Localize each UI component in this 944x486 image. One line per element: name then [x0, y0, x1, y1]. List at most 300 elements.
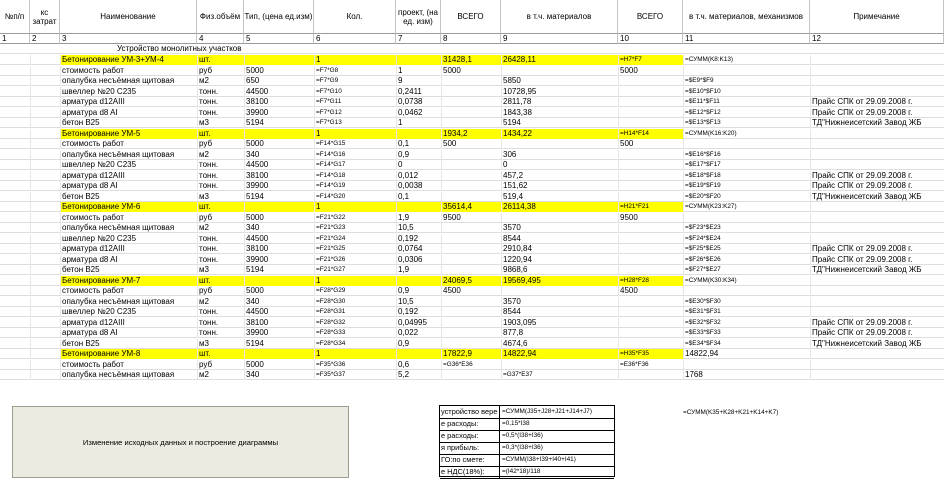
cell-9[interactable]: 5850	[503, 76, 521, 85]
cell-3[interactable]: швеллер №20 С235	[62, 87, 137, 96]
cell-12[interactable]	[811, 370, 812, 380]
cell-3[interactable]: опалубка несъёмная щитовая	[62, 370, 175, 379]
cell-9[interactable]: 26428,11	[503, 55, 536, 64]
cell-2[interactable]	[31, 202, 32, 212]
cell-9[interactable]: =G37*E37	[503, 371, 533, 378]
column-number-12[interactable]: 12	[810, 34, 944, 44]
cell-12[interactable]: ТД"Нижнеисетский Завод ЖБ	[812, 118, 922, 127]
cell-5[interactable]: 5000	[246, 66, 264, 75]
cell-8[interactable]	[442, 265, 443, 275]
cell-10[interactable]	[619, 255, 620, 265]
cell-11[interactable]: =$E16*$F16	[685, 151, 721, 158]
summary-label[interactable]: е расходы:	[441, 419, 479, 428]
cell-8[interactable]	[442, 255, 443, 265]
cell-10[interactable]: =H14*F14	[620, 130, 649, 137]
cell-8[interactable]: 5000	[443, 66, 461, 75]
cell-12[interactable]: Прайс СПК от 29.09.2008 г.	[812, 318, 913, 327]
cell-5[interactable]	[245, 349, 246, 359]
cell-8[interactable]: 9500	[443, 213, 461, 222]
cell-4[interactable]: тонн.	[199, 108, 219, 117]
cell-12[interactable]	[811, 202, 812, 212]
cell-11[interactable]	[684, 360, 685, 370]
cell-7[interactable]	[397, 129, 398, 139]
cell-11[interactable]: =$E17*$F17	[685, 161, 721, 168]
cell-4[interactable]: тонн.	[199, 255, 219, 264]
cell-1[interactable]	[1, 360, 2, 370]
cell-2[interactable]	[31, 118, 32, 128]
cell-3[interactable]: стоимость работ	[62, 213, 124, 222]
cell-8[interactable]	[442, 150, 443, 160]
cell-9[interactable]: 1220,94	[503, 255, 532, 264]
cell-1[interactable]	[1, 286, 2, 296]
cell-10[interactable]: =H28*F28	[620, 277, 649, 284]
cell-6[interactable]: =F7*G13	[316, 119, 342, 126]
cell-5[interactable]: 5194	[246, 118, 264, 127]
cell-6[interactable]: =F14*G16	[316, 151, 346, 158]
cell-7[interactable]	[397, 55, 398, 65]
cell-9[interactable]: 19569,495	[503, 276, 541, 285]
column-header-1[interactable]: №п/п	[0, 0, 30, 34]
cell-7[interactable]: 0,0764	[398, 244, 423, 253]
column-header-10[interactable]: ВСЕГО	[618, 0, 683, 34]
cell-2[interactable]	[31, 307, 32, 317]
cell-12[interactable]	[811, 213, 812, 223]
cell-11[interactable]: =$F25*$E25	[685, 245, 721, 252]
cell-2[interactable]	[31, 108, 32, 118]
cell-11[interactable]: =$E20*$F20	[685, 193, 721, 200]
cell-5[interactable]: 38100	[246, 97, 269, 106]
cell-1[interactable]	[1, 276, 2, 286]
column-header-2[interactable]: кс затрат	[30, 0, 60, 34]
cell-9[interactable]	[502, 213, 503, 223]
cell-2[interactable]	[31, 76, 32, 86]
cell-10[interactable]: =E36*F36	[620, 361, 649, 368]
cell-1[interactable]	[1, 55, 2, 65]
cell-3[interactable]: швеллер №20 С235	[62, 307, 137, 316]
cell-10[interactable]	[619, 118, 620, 128]
cell-1[interactable]	[1, 255, 2, 265]
cell-6[interactable]: =F14*G17	[316, 161, 346, 168]
cell-9[interactable]: 1434,22	[503, 129, 532, 138]
column-header-4[interactable]: Физ.объём	[197, 0, 244, 34]
cell-5[interactable]: 44500	[246, 307, 269, 316]
cell-10[interactable]: =H35*F35	[620, 350, 649, 357]
cell-4[interactable]: м3	[199, 192, 209, 201]
summary-value[interactable]: =СУММ(I38+I39+I40+I41)	[499, 454, 576, 466]
cell-1[interactable]	[1, 171, 2, 181]
cell-1[interactable]	[1, 108, 2, 118]
cell-11[interactable]: =$E10*$F10	[685, 88, 721, 95]
cell-8[interactable]	[442, 108, 443, 118]
cell-1[interactable]	[1, 223, 2, 233]
cell-2[interactable]	[31, 171, 32, 181]
cell-12[interactable]: Прайс СПК от 29.09.2008 г.	[812, 97, 913, 106]
cell-7[interactable]: 10,5	[398, 297, 414, 306]
cell-9[interactable]: 26114,38	[503, 202, 536, 211]
column-number-11[interactable]: 11	[683, 34, 810, 44]
column-header-5[interactable]: Тип, (цена ед.изм)	[244, 0, 314, 34]
cell-7[interactable]: 1	[398, 66, 403, 75]
cell-11[interactable]: =СУММ(K8:K13)	[685, 56, 734, 63]
cell-8[interactable]	[442, 328, 443, 338]
cell-12[interactable]	[811, 150, 812, 160]
cell-12[interactable]	[811, 297, 812, 307]
cell-6[interactable]: 1	[316, 276, 321, 285]
cell-11[interactable]	[684, 66, 685, 76]
cell-1[interactable]	[1, 97, 2, 107]
cell-1[interactable]	[1, 339, 2, 349]
cell-8[interactable]: 4500	[443, 286, 461, 295]
cell-9[interactable]: 10728,95	[503, 87, 537, 96]
cell-9[interactable]	[502, 286, 503, 296]
cell-7[interactable]: 0,0038	[398, 181, 423, 190]
cell-4[interactable]: м2	[199, 150, 209, 159]
cell-10[interactable]	[619, 87, 620, 97]
cell-11[interactable]: =$E19*$F19	[685, 182, 721, 189]
cell-6[interactable]: =F14*G18	[316, 172, 346, 179]
cell-2[interactable]	[31, 286, 32, 296]
cell-12[interactable]	[811, 55, 812, 65]
cell-4[interactable]: руб	[199, 213, 213, 222]
cell-10[interactable]	[619, 171, 620, 181]
cell-4[interactable]: тонн.	[199, 97, 219, 106]
summary-value[interactable]: =0,3*(I38+I36)	[499, 442, 543, 454]
cell-8[interactable]: 500	[443, 139, 457, 148]
column-number-4[interactable]: 4	[197, 34, 244, 44]
cell-3[interactable]: стоимость работ	[62, 139, 124, 148]
cell-2[interactable]	[31, 276, 32, 286]
cell-2[interactable]	[31, 297, 32, 307]
cell-1[interactable]	[1, 265, 2, 275]
cell-3[interactable]: стоимость работ	[62, 66, 124, 75]
summary-label[interactable]: ГО:по смете:	[441, 455, 485, 464]
cell-7[interactable]: 0,04995	[398, 318, 427, 327]
cell-10[interactable]	[619, 297, 620, 307]
cell-10[interactable]: 500	[620, 139, 634, 148]
cell-7[interactable]: 0,9	[398, 150, 410, 159]
cell-6[interactable]: =F14*G15	[316, 140, 346, 147]
column-number-3[interactable]: 3	[60, 34, 197, 44]
cell-1[interactable]	[1, 76, 2, 86]
cell-11[interactable]: =$E13*$F13	[685, 119, 721, 126]
cell-2[interactable]	[31, 129, 32, 139]
cell-9[interactable]: 1903,095	[503, 318, 537, 327]
cell-3[interactable]: стоимость работ	[62, 286, 124, 295]
cell-12[interactable]	[811, 223, 812, 233]
cell-6[interactable]: 1	[316, 202, 321, 211]
cell-10[interactable]	[619, 160, 620, 170]
cell-10[interactable]: =H7*F7	[620, 56, 642, 63]
cell-3[interactable]: арматура d12AIII	[62, 97, 125, 106]
cell-5[interactable]	[245, 202, 246, 212]
cell-5[interactable]	[245, 276, 246, 286]
cell-1[interactable]	[1, 234, 2, 244]
cell-9[interactable]: 151,62	[503, 181, 528, 190]
cell-1[interactable]	[1, 328, 2, 338]
cell-4[interactable]: руб	[199, 66, 213, 75]
cell-11[interactable]: =$E33*$F33	[685, 329, 721, 336]
cell-3[interactable]: Бетонирование УМ-3+УМ-4	[62, 55, 164, 64]
cell-11[interactable]: =$E18*$F18	[685, 172, 721, 179]
cell-4[interactable]: шт.	[199, 202, 211, 211]
cell-1[interactable]	[1, 66, 2, 76]
cell-9[interactable]: 3570	[503, 223, 521, 232]
cell-2[interactable]	[31, 160, 32, 170]
cell-4[interactable]: м2	[199, 297, 209, 306]
cell-8[interactable]	[442, 181, 443, 191]
cell-4[interactable]: тонн.	[199, 234, 219, 243]
cell-11[interactable]: =$F24*$E24	[685, 235, 721, 242]
cell-1[interactable]	[1, 307, 2, 317]
cell-4[interactable]: м3	[199, 339, 209, 348]
cell-12[interactable]: ТД"Нижнеисетский Завод ЖБ	[812, 339, 922, 348]
cell-6[interactable]: =F28*G32	[316, 319, 346, 326]
cell-9[interactable]: 8544	[503, 307, 521, 316]
cell-8[interactable]	[442, 297, 443, 307]
cell-2[interactable]	[31, 328, 32, 338]
cell-5[interactable]	[245, 55, 246, 65]
cell-7[interactable]: 0,1	[398, 139, 410, 148]
cell-12[interactable]	[811, 360, 812, 370]
cell-10[interactable]	[619, 76, 620, 86]
cell-5[interactable]	[245, 129, 246, 139]
cell-7[interactable]: 1	[398, 118, 403, 127]
column-header-3[interactable]: Наименование	[60, 0, 197, 34]
cell-3[interactable]: бетон В25	[62, 265, 100, 274]
cell-2[interactable]	[31, 349, 32, 359]
column-number-10[interactable]: 10	[618, 34, 683, 44]
cell-5[interactable]: 39900	[246, 255, 269, 264]
summary-value[interactable]: =(I42*18)/118	[499, 466, 540, 478]
summary-value[interactable]: =СУММ(J35+J28+J21+J14+J7)	[499, 406, 592, 418]
column-header-6[interactable]: Кол.	[314, 0, 396, 34]
cell-6[interactable]: =F7*G11	[316, 98, 342, 105]
cell-5[interactable]: 5194	[246, 339, 264, 348]
column-header-8[interactable]: ВСЕГО	[441, 0, 501, 34]
cell-10[interactable]	[619, 223, 620, 233]
cell-8[interactable]: 24069,5	[443, 276, 472, 285]
cell-2[interactable]	[31, 265, 32, 275]
cell-6[interactable]: =F35*G37	[316, 371, 346, 378]
column-number-2[interactable]: 2	[30, 34, 60, 44]
cell-3[interactable]: опалубка несъёмная щитовая	[62, 223, 175, 232]
cell-6[interactable]: =F7*G12	[316, 109, 342, 116]
cell-8[interactable]	[442, 97, 443, 107]
cell-3[interactable]: стоимость работ	[62, 360, 124, 369]
column-number-1[interactable]: 1	[0, 34, 30, 44]
cell-9[interactable]: 5194	[503, 118, 521, 127]
cell-7[interactable]: 0,0462	[398, 108, 423, 117]
cell-12[interactable]	[811, 286, 812, 296]
cell-6[interactable]: 1	[316, 55, 321, 64]
cell-11[interactable]: 14822,94	[685, 349, 719, 358]
cell-1[interactable]	[1, 129, 2, 139]
cell-6[interactable]: =F21*G22	[316, 214, 346, 221]
cell-4[interactable]: руб	[199, 286, 213, 295]
cell-6[interactable]: =F21*G24	[316, 235, 346, 242]
cell-5[interactable]: 38100	[246, 171, 269, 180]
cell-2[interactable]	[31, 318, 32, 328]
cell-7[interactable]: 0,0738	[398, 97, 423, 106]
cell-9[interactable]: 9868,6	[503, 265, 528, 274]
cell-4[interactable]: тонн.	[199, 87, 219, 96]
summary-label[interactable]: я прибыль:	[441, 443, 480, 452]
cell-9[interactable]: 3570	[503, 297, 521, 306]
cell-1[interactable]	[1, 318, 2, 328]
cell-3[interactable]: опалубка несъёмная щитовая	[62, 76, 175, 85]
column-number-9[interactable]: 9	[501, 34, 618, 44]
cell-12[interactable]: ТД"Нижнеисетский Завод ЖБ	[812, 265, 922, 274]
cell-2[interactable]	[31, 181, 32, 191]
cell-2[interactable]	[31, 244, 32, 254]
cell-4[interactable]: м2	[199, 370, 209, 379]
cell-11[interactable]: =СУММ(K23:K27)	[685, 203, 737, 210]
cell-11[interactable]: 1768	[685, 370, 703, 379]
cell-11[interactable]: =$F26*$E26	[685, 256, 721, 263]
cell-3[interactable]: Бетонирование УМ-6	[62, 202, 141, 211]
cell-9[interactable]	[502, 360, 503, 370]
cell-5[interactable]: 39900	[246, 181, 269, 190]
cell-6[interactable]: =F28*G31	[316, 308, 346, 315]
cell-12[interactable]	[811, 139, 812, 149]
cell-9[interactable]: 306	[503, 150, 517, 159]
cell-3[interactable]: Бетонирование УМ-8	[62, 349, 141, 358]
cell-2[interactable]	[31, 66, 32, 76]
cell-1[interactable]	[1, 202, 2, 212]
column-header-7[interactable]: проект, (на ед. изм)	[396, 0, 441, 34]
cell-4[interactable]: руб	[199, 360, 213, 369]
cell-5[interactable]: 38100	[246, 318, 269, 327]
cell-10[interactable]: 4500	[620, 286, 638, 295]
cell-7[interactable]: 0,0306	[398, 255, 423, 264]
cell-3[interactable]: арматура d12AIII	[62, 244, 125, 253]
cell-6[interactable]: =F14*G20	[316, 193, 346, 200]
cell-11[interactable]: =СУММ(K30:K34)	[685, 277, 737, 284]
cell-3[interactable]: арматура d8 AI	[62, 255, 118, 264]
cell-6[interactable]: =F14*G19	[316, 182, 346, 189]
summary-label[interactable]: е расходы:	[441, 431, 479, 440]
cell-12[interactable]	[811, 76, 812, 86]
cell-12[interactable]: Прайс СПК от 29.09.2008 г.	[812, 255, 913, 264]
cell-3[interactable]: бетон В25	[62, 339, 100, 348]
cell-10[interactable]	[619, 181, 620, 191]
cell-12[interactable]	[811, 307, 812, 317]
cell-3[interactable]: бетон В25	[62, 192, 100, 201]
cell-8[interactable]	[442, 244, 443, 254]
cell-8[interactable]	[442, 160, 443, 170]
cell-6[interactable]: =F7*G10	[316, 88, 342, 95]
cell-2[interactable]	[31, 370, 32, 380]
cell-2[interactable]	[31, 234, 32, 244]
cell-9[interactable]: 457,2	[503, 171, 524, 180]
cell-7[interactable]	[397, 276, 398, 286]
cell-5[interactable]: 650	[246, 76, 260, 85]
cell-10[interactable]	[619, 328, 620, 338]
cell-5[interactable]: 44500	[246, 160, 269, 169]
cell-8[interactable]: =G36*E36	[443, 361, 473, 368]
cell-8[interactable]: 35614,4	[443, 202, 472, 211]
cell-8[interactable]	[442, 171, 443, 181]
cell-9[interactable]	[502, 139, 503, 149]
cell-1[interactable]	[1, 160, 2, 170]
cell-1[interactable]	[1, 139, 2, 149]
cell-7[interactable]	[397, 349, 398, 359]
cell-4[interactable]: м2	[199, 223, 209, 232]
cell-7[interactable]: 0,012	[398, 171, 419, 180]
cell-8[interactable]	[442, 370, 443, 380]
cell-5[interactable]: 38100	[246, 244, 269, 253]
cell-6[interactable]: =F28*G30	[316, 298, 346, 305]
cell-8[interactable]	[442, 76, 443, 86]
cell-9[interactable]: 0	[503, 160, 508, 169]
cell-2[interactable]	[31, 97, 32, 107]
cell-4[interactable]: тонн.	[199, 171, 219, 180]
cell-12[interactable]: Прайс СПК от 29.09.2008 г.	[812, 244, 913, 253]
cell-3[interactable]: арматура d8 AI	[62, 181, 118, 190]
cell-12[interactable]	[811, 160, 812, 170]
cell-8[interactable]	[442, 234, 443, 244]
cell-6[interactable]: =F28*G29	[316, 287, 346, 294]
cell-3[interactable]: швеллер №20 С235	[62, 160, 137, 169]
cell-3[interactable]: арматура d12AIII	[62, 171, 125, 180]
cell-4[interactable]: тонн.	[199, 181, 219, 190]
cell-5[interactable]: 340	[246, 223, 260, 232]
cell-12[interactable]	[811, 66, 812, 76]
cell-4[interactable]: шт.	[199, 349, 211, 358]
cell-10[interactable]	[619, 150, 620, 160]
cell-1[interactable]	[1, 370, 2, 380]
cell-2[interactable]	[31, 150, 32, 160]
cell-3[interactable]: арматура d8 AI	[62, 328, 118, 337]
cell-7[interactable]: 0,2411	[398, 87, 422, 96]
cell-12[interactable]	[811, 234, 812, 244]
cell-10[interactable]	[619, 307, 620, 317]
cell-10[interactable]	[619, 318, 620, 328]
cell-7[interactable]: 0,6	[398, 360, 410, 369]
cell-6[interactable]: =F28*G34	[316, 340, 346, 347]
cell-10[interactable]	[619, 265, 620, 275]
cell-7[interactable]: 0,022	[398, 328, 419, 337]
cell-1[interactable]	[1, 150, 2, 160]
cell-5[interactable]: 44500	[246, 87, 269, 96]
cell-1[interactable]	[1, 87, 2, 97]
cell-7[interactable]: 0,192	[398, 307, 419, 316]
cell-9[interactable]	[502, 66, 503, 76]
cell-6[interactable]: =F7*G9	[316, 77, 339, 84]
cell-1[interactable]	[1, 244, 2, 254]
cell-1[interactable]	[1, 297, 2, 307]
cell-8[interactable]	[442, 339, 443, 349]
cell-1[interactable]	[1, 192, 2, 202]
cell-9[interactable]: 519,4	[503, 192, 524, 201]
cell-11[interactable]: =$E9*$F9	[685, 77, 714, 84]
cell-10[interactable]: 9500	[620, 213, 638, 222]
cell-5[interactable]: 5000	[246, 213, 264, 222]
cell-11[interactable]: =$E12*$F12	[685, 109, 721, 116]
cell-4[interactable]: шт.	[199, 276, 211, 285]
cell-8[interactable]	[442, 223, 443, 233]
cell-5[interactable]: 5000	[246, 360, 264, 369]
cell-1[interactable]	[1, 118, 2, 128]
cell-2[interactable]	[31, 139, 32, 149]
cell-2[interactable]	[31, 213, 32, 223]
cell-4[interactable]: руб	[199, 139, 213, 148]
cell-3[interactable]: Бетонирование УМ-5	[62, 129, 141, 138]
cell-10[interactable]	[619, 97, 620, 107]
summary-label[interactable]: е НДС(18%):	[441, 467, 485, 476]
cell-7[interactable]: 0,1	[398, 192, 410, 201]
cell-12[interactable]: Прайс СПК от 29.09.2008 г.	[812, 108, 913, 117]
